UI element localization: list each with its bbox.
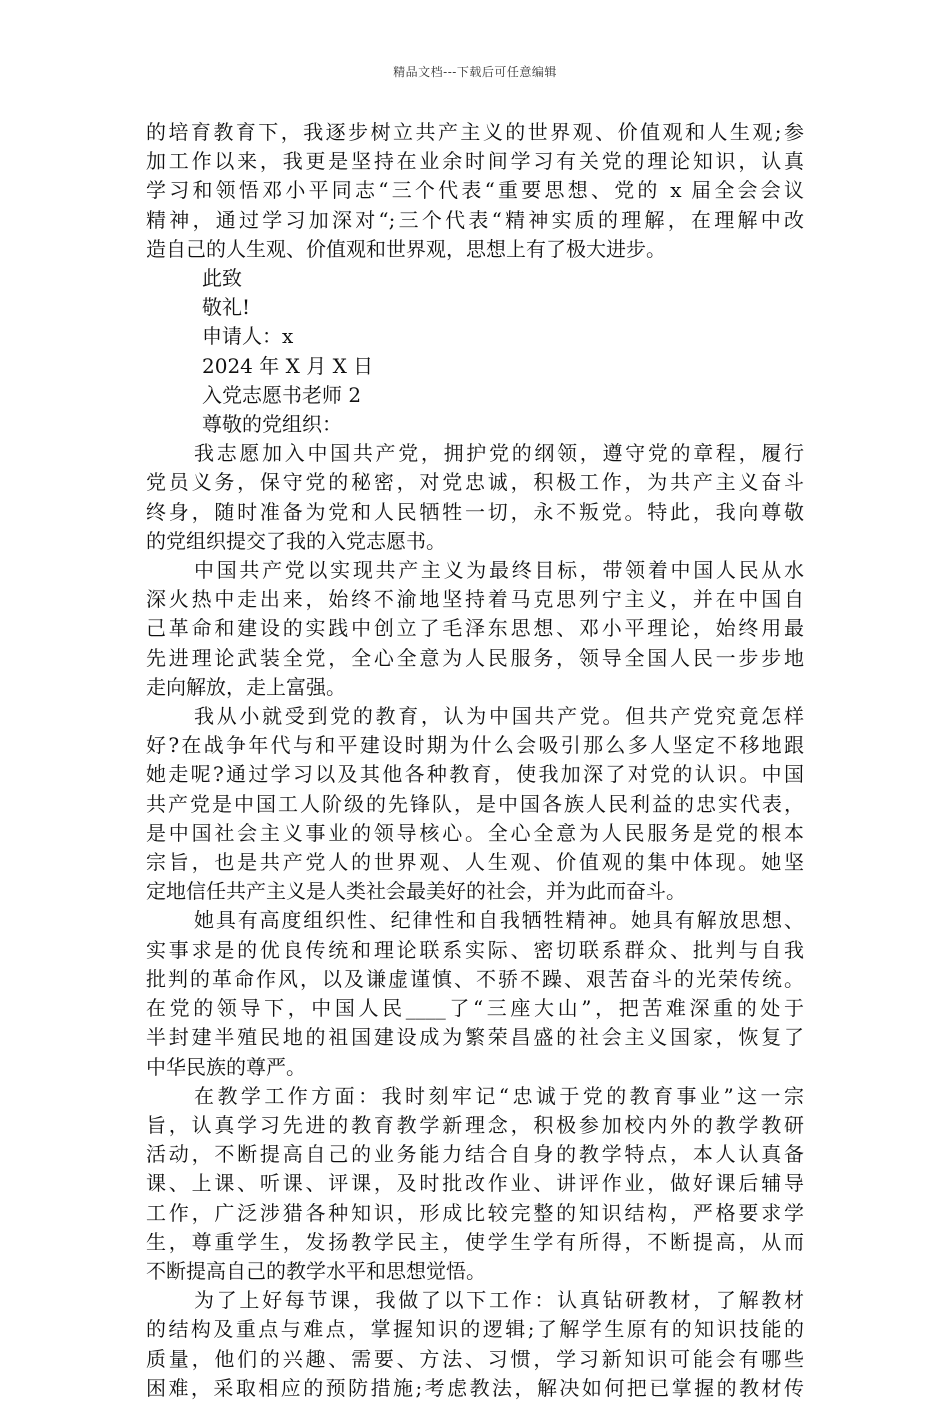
text-line: 中国共产党以实现共产主义为最终目标，带领着中国人民从水 bbox=[194, 558, 804, 583]
text-line: 入党志愿书老师 2 bbox=[202, 382, 362, 407]
text-line: 困难，采取相应的预防措施;考虑教法，解决如何把已掌握的教材传 bbox=[146, 1375, 804, 1400]
text-line: 申请人：x bbox=[202, 324, 294, 349]
text-line: 己革命和建设的实践中创立了毛泽东思想、邓小平理论，始终用最 bbox=[146, 616, 804, 641]
paragraph bbox=[146, 439, 804, 556]
text-line: 实事求是的优良传统和理论联系实际、密切联系群众、批判与自我 bbox=[146, 937, 804, 962]
text-line: 批判的革命作风，以及谦虚谨慎、不骄不躁、艰苦奋斗的光荣传统。 bbox=[146, 966, 804, 991]
section-title bbox=[146, 381, 804, 410]
text-line: 旨，认真学习先进的教育教学新理念，积极参加校内外的教学教研 bbox=[146, 1112, 804, 1137]
paragraph bbox=[146, 702, 804, 906]
text-line: 宗旨，也是共产党人的世界观、人生观、价值观的集中体现。她坚 bbox=[146, 850, 804, 875]
text-line: 先进理论武装全党，全心全意为人民服务，领导全国人民一步步地 bbox=[146, 645, 804, 670]
text-line: 在教学工作方面：我时刻牢记“忠诚于党的教育事业”这一宗 bbox=[194, 1083, 804, 1108]
text-line: 敬礼! bbox=[202, 295, 251, 320]
text-line: 终身，随时准备为党和人民牺牲一切，永不叛党。特此，我向尊敬 bbox=[146, 499, 804, 524]
paragraph bbox=[146, 906, 804, 1081]
document-body bbox=[146, 118, 804, 1403]
text-line: 深火热中走出来，始终不渝地坚持着马克思列宁主义，并在中国自 bbox=[146, 587, 804, 612]
text-line: 共产党是中国工人阶级的先锋队，是中国各族人民利益的忠实代表， bbox=[146, 791, 804, 816]
greeting bbox=[146, 410, 804, 439]
page-header: 精品文档---下载后可任意编辑 bbox=[393, 65, 557, 79]
text-line: 走向解放，走上富强。 bbox=[146, 674, 346, 699]
text-line: 的培育教育下，我逐步树立共产主义的世界观、价值观和人生观;参 bbox=[146, 120, 804, 144]
text-line: 我从小就受到党的教育，认为中国共产党。但共产党究竟怎样 bbox=[194, 704, 804, 729]
text-line: 是中国社会主义事业的领导核心。全心全意为人民服务是党的根本 bbox=[146, 820, 804, 845]
text-line: 课、上课、听课、评课，及时批改作业、讲评作业，做好课后辅导 bbox=[146, 1171, 804, 1196]
text-line: 的结构及重点与难点，掌握知识的逻辑;了解学生原有的知识技能的 bbox=[146, 1317, 804, 1342]
text-line: 加工作以来，我更是坚持在业余时间学习有关党的理论知识，认真 bbox=[146, 149, 804, 174]
text-line: 她具有高度组织性、纪律性和自我牺牲精神。她具有解放思想、 bbox=[194, 908, 804, 933]
text-line: 精神，通过学习加深对“;三个代表“精神实质的理解，在理解中改 bbox=[146, 207, 804, 232]
text-line: 生，尊重学生，发扬教学民主，使学生学有所得，不断提高，从而 bbox=[146, 1229, 804, 1254]
text-line: 活动，不断提高自己的业务能力结合自身的教学特点，本人认真备 bbox=[146, 1142, 804, 1167]
text-line: 半封建半殖民地的祖国建设成为繁荣昌盛的社会主义国家，恢复了 bbox=[146, 1025, 804, 1050]
text-line: 不断提高自己的教学水平和思想觉悟。 bbox=[146, 1258, 486, 1283]
text-line: 定地信任共产主义是人类社会最美好的社会，并为此而奋斗。 bbox=[146, 879, 686, 904]
paragraph bbox=[146, 1286, 804, 1403]
closing-respect bbox=[146, 293, 804, 322]
text-line: 造自己的人生观、价值观和世界观，思想上有了极大进步。 bbox=[146, 236, 666, 261]
text-line: 她走呢?通过学习以及其他各种教育，使我加深了对党的认识。中国 bbox=[146, 762, 804, 787]
applicant-line bbox=[146, 322, 804, 351]
date-line bbox=[146, 352, 804, 381]
text-line: 尊敬的党组织： bbox=[202, 412, 342, 437]
paragraph bbox=[146, 1082, 804, 1286]
text-line: 工作，广泛涉猎各种知识，形成比较完整的知识结构，严格要求学 bbox=[146, 1200, 804, 1225]
text-line: 学习和领悟邓小平同志“三个代表“重要思想、党的 x 届全会会议 bbox=[146, 178, 804, 203]
closing-salutation bbox=[146, 264, 804, 293]
text-line: 此致 bbox=[202, 266, 242, 291]
text-line: 党员义务，保守党的秘密，对党忠诚，积极工作，为共产主义奋斗 bbox=[146, 470, 804, 495]
text-line: 质量，他们的兴趣、需要、方法、习惯，学习新知识可能会有哪些 bbox=[146, 1346, 804, 1371]
text-line: 我志愿加入中国共产党，拥护党的纲领，遵守党的章程，履行 bbox=[194, 441, 804, 466]
text-line: 好?在战争年代与和平建设时期为什么会吸引那么多人坚定不移地跟 bbox=[146, 733, 804, 758]
paragraph bbox=[146, 556, 804, 702]
text-line: 的党组织提交了我的入党志愿书。 bbox=[146, 528, 446, 553]
paragraph bbox=[146, 118, 804, 264]
text-line: 2024 年 X 月 X 日 bbox=[202, 353, 374, 378]
text-line: 中华民族的尊严。 bbox=[146, 1054, 306, 1079]
text-line: 为了上好每节课，我做了以下工作：认真钻研教材，了解教材 bbox=[194, 1288, 804, 1313]
text-line: 在党的领导下，中国人民____了“三座大山”，把苦难深重的处于 bbox=[146, 996, 804, 1021]
